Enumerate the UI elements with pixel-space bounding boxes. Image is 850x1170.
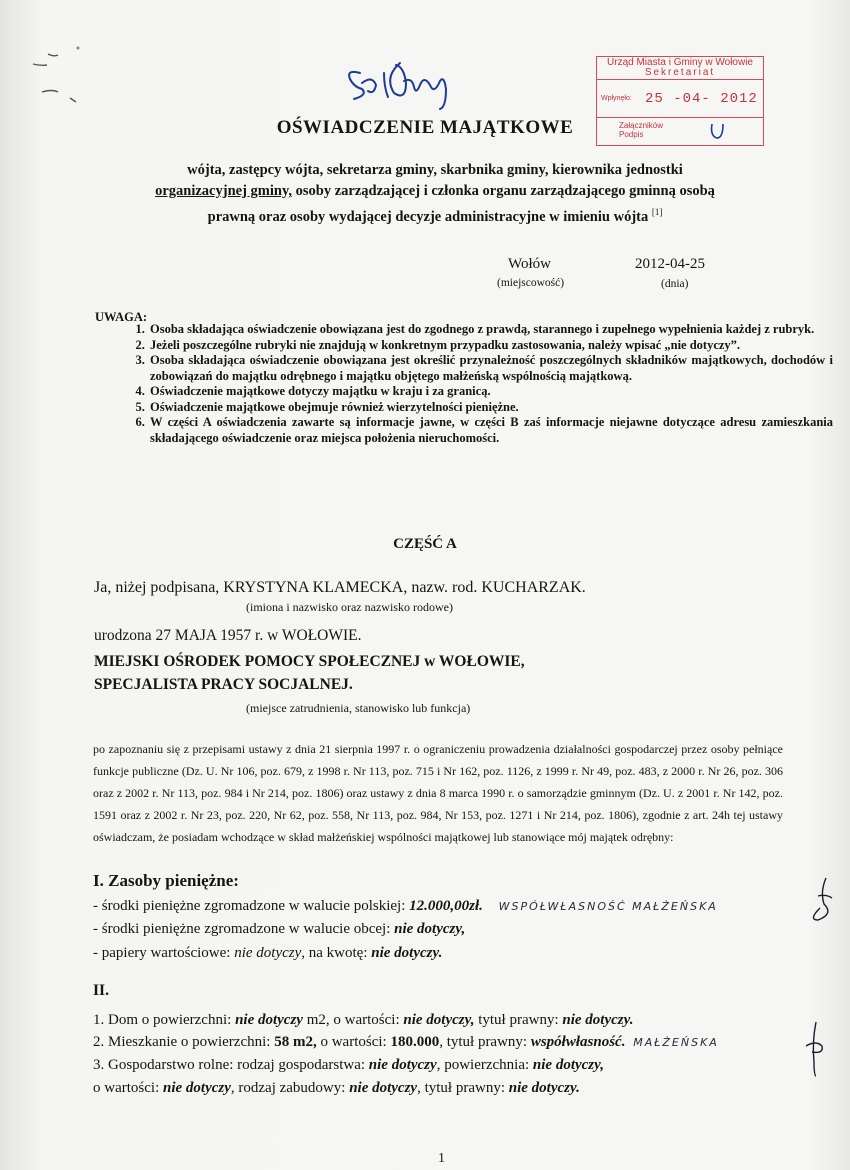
subtitle-line1: wójta, zastępcy wójta, sekretarza gminy, skarbnika gminy, kierownika jednostki [187,162,683,178]
flat-value-label: o wartości: [316,1034,391,1050]
handwritten-initials [340,55,490,110]
pln-label: - środki pieniężne zgromadzone w walucie polskiej: [93,898,410,914]
securities-label: - papiery wartościowe: [93,945,235,961]
farm-line [93,1057,604,1074]
pln-handwritten-initial [806,876,836,926]
foreign-value: nie dotyczy, [394,921,466,937]
date-caption: (dnia) [661,278,689,290]
farm-value-label: o wartości: [93,1080,163,1096]
uwaga-list [104,322,833,446]
subtitle-underlined: organizacyjnej gminy, [155,183,293,199]
declarant-mid: , nazw. rod. [403,579,482,596]
uwaga-item: 1. Osoba składająca oświadczenie obowiązana jest do zgodnego z prawdą, starannego i zupełnego wypełnienia każdej z rubryk. [148,322,833,338]
securities-amount: nie dotyczy. [371,945,443,961]
farm-value: nie dotyczy [162,1080,231,1096]
pln-value: 12.000,00zł. [409,898,483,914]
foreign-funds-line [93,921,465,938]
house-value: nie dotyczy, [403,1012,475,1028]
declarant-line [94,579,586,597]
birth-date: 27 MAJA 1957 [155,627,252,644]
subtitle-line3: prawną oraz osoby wydającej decyzje administracyjne w imieniu wójta [207,208,649,225]
subtitle-line2: osoby zarządzającej i członka organu zarządzającego gminną osobą [292,183,715,199]
stamp-department: Sekretariat [644,67,716,78]
birth-line [94,627,362,645]
section-2-heading: II. [93,982,109,999]
farm-value-line [93,1080,580,1097]
flat-handwritten-note: MAŁŻEŃSKA [633,1036,719,1049]
part-a-heading: CZĘŚĆ A [393,536,457,552]
stamp-signature-label: Podpis [619,130,644,139]
house-area: nie dotyczy [235,1012,303,1028]
uwaga-item: 6. W części A oświadczenia zawarte są informacje jawne, w części B zaś informacje niejawne dotyczące adresu zamieszkania składającego oświadczenie oraz miejsca położenia nieruchomości. [148,415,833,446]
declarant-name: KRYSTYNA KLAMECKA [223,579,404,596]
house-title-label: tytuł prawny: [474,1012,563,1028]
flat-title-label: , tytuł prawny: [439,1034,531,1050]
flat-value: 180.000 [390,1034,440,1050]
uwaga-item: 2. Jeżeli poszczególne rubryki nie znajdują w konkretnym przypadku zastosowania, należy wpisać „nie dotyczy”. [148,338,833,354]
uwaga-item: 4. Oświadczenie majątkowe dotyczy majątku w kraju i za granicą. [148,384,833,400]
farm-build-label: , rodzaj zabudowy: [230,1080,350,1096]
employer: MIEJSKI OŚRODEK POMOCY SPOŁECZNEJ w WOŁOWIE, [94,653,525,670]
farm-area: nie dotyczy, [532,1057,604,1073]
house-label: 1. Dom o powierzchni: [93,1012,236,1028]
stamp-received-label: Wpłynęło: [601,95,632,102]
date-value: 2012-04-25 [635,256,705,272]
securities-line [93,945,442,962]
margin-scribble [28,40,88,120]
farm-title: nie dotyczy. [508,1080,580,1096]
securities-mid: , na kwotę: [301,945,372,961]
farm-title-label: , tytuł prawny: [417,1080,509,1096]
flat-label: 2. Mieszkanie o powierzchni: [93,1034,275,1050]
document-title: OŚWIADCZENIE MAJĄTKOWE [276,117,574,138]
stamp-received-date: 25 -04- 2012 [645,91,758,107]
pln-funds-line [93,898,718,915]
farm-type: nie dotyczy [368,1057,437,1073]
stamp-attachments-label: Załączników [619,121,664,130]
pln-handwritten-note: WSPÓŁWŁASNOŚĆ MAŁŻEŃSKA [498,900,718,913]
name-caption: (imiona i nazwisko oraz nazwisko rodowe) [246,600,453,614]
footnote-marker: [1] [651,207,663,217]
flat-area: 58 m2, [274,1034,317,1050]
position: SPECJALISTA PRACY SOCJALNEJ. [94,676,353,693]
foreign-label: - środki pieniężne zgromadzone w walucie obcej: [93,921,395,937]
flat-handwritten-initial [798,1020,828,1080]
employment-caption: (miejsce zatrudnienia, stanowisko lub funkcja) [246,701,471,715]
farm-label: 3. Gospodarstwo rolne: rodzaj gospodarstwa: [93,1057,369,1073]
house-line [93,1012,633,1029]
securities-value: nie dotyczy [234,945,302,961]
flat-line [93,1034,719,1051]
legal-paragraph: po zapoznaniu się z przepisami ustawy z dnia 21 sierpnia 1997 r. o ograniczeniu prowadzenia działalności gospodarczej przez osoby pełniące funkcje publiczne (Dz. U. Nr 106, poz. 679, z 1998 r. Nr 113, poz. 715 i Nr 162, poz. 1126, z 1999 r. Nr 49, poz. 483, z 2000 r. Nr 26, poz. 306 oraz z 2002 r. Nr 113, poz. 984 i Nr 214, poz. 1806) oraz ustawy z dnia 8 marca 1990 r. o samorządzie gminnym (Dz. U. z 2001 r. Nr 142, poz. 1591 oraz z 2002 r. Nr 23, poz. 220, Nr 62, poz. 558, Nr 113, poz. 984, Nr 153, poz. 1271 i Nr 214, poz. 1806), zgodnie z art. 24h tej ustawy oświadczam, że posiadam wchodzące w skład małżeńskiej wspólności majątkowej lub stanowiące mój majątek odrębny: [93,742,783,844]
uwaga-item: 3. Osoba składająca oświadczenie obowiązana jest określić przynależność poszczególnych składników majątkowych, dochodów i zobowiązań do majątku odrębnego i majątku objętego małżeńską wspólnością majątkową. [148,353,833,384]
stamp-office: Urząd Miasta i Gminy w Wołowie [607,57,753,68]
section-1-heading: I. Zasoby pieniężne: [93,871,239,890]
uwaga-item: 5. Oświadczenie majątkowe obejmuje również wierzytelności pieniężne. [148,400,833,416]
farm-build: nie dotyczy [349,1080,418,1096]
house-title: nie dotyczy. [562,1012,634,1028]
uwaga-heading: UWAGA: [95,310,148,324]
declarant-prefix: Ja, niżej podpisana, [94,579,224,596]
flat-title: współwłasność. [530,1034,626,1050]
place-value: Wołów [508,256,551,272]
house-unit: m2, o wartości: [302,1012,404,1028]
birth-place: WOŁOWIE. [281,627,362,644]
document-subtitle [100,160,770,228]
place-caption: (miejscowość) [497,277,565,289]
birth-prefix: urodzona [94,627,156,644]
page-number: 1 [438,1151,445,1166]
birth-mid: r. w [251,627,282,644]
farm-area-label: , powierzchnia: [436,1057,533,1073]
declarant-maiden-name: KUCHARZAK. [481,579,586,596]
employment [94,650,525,696]
